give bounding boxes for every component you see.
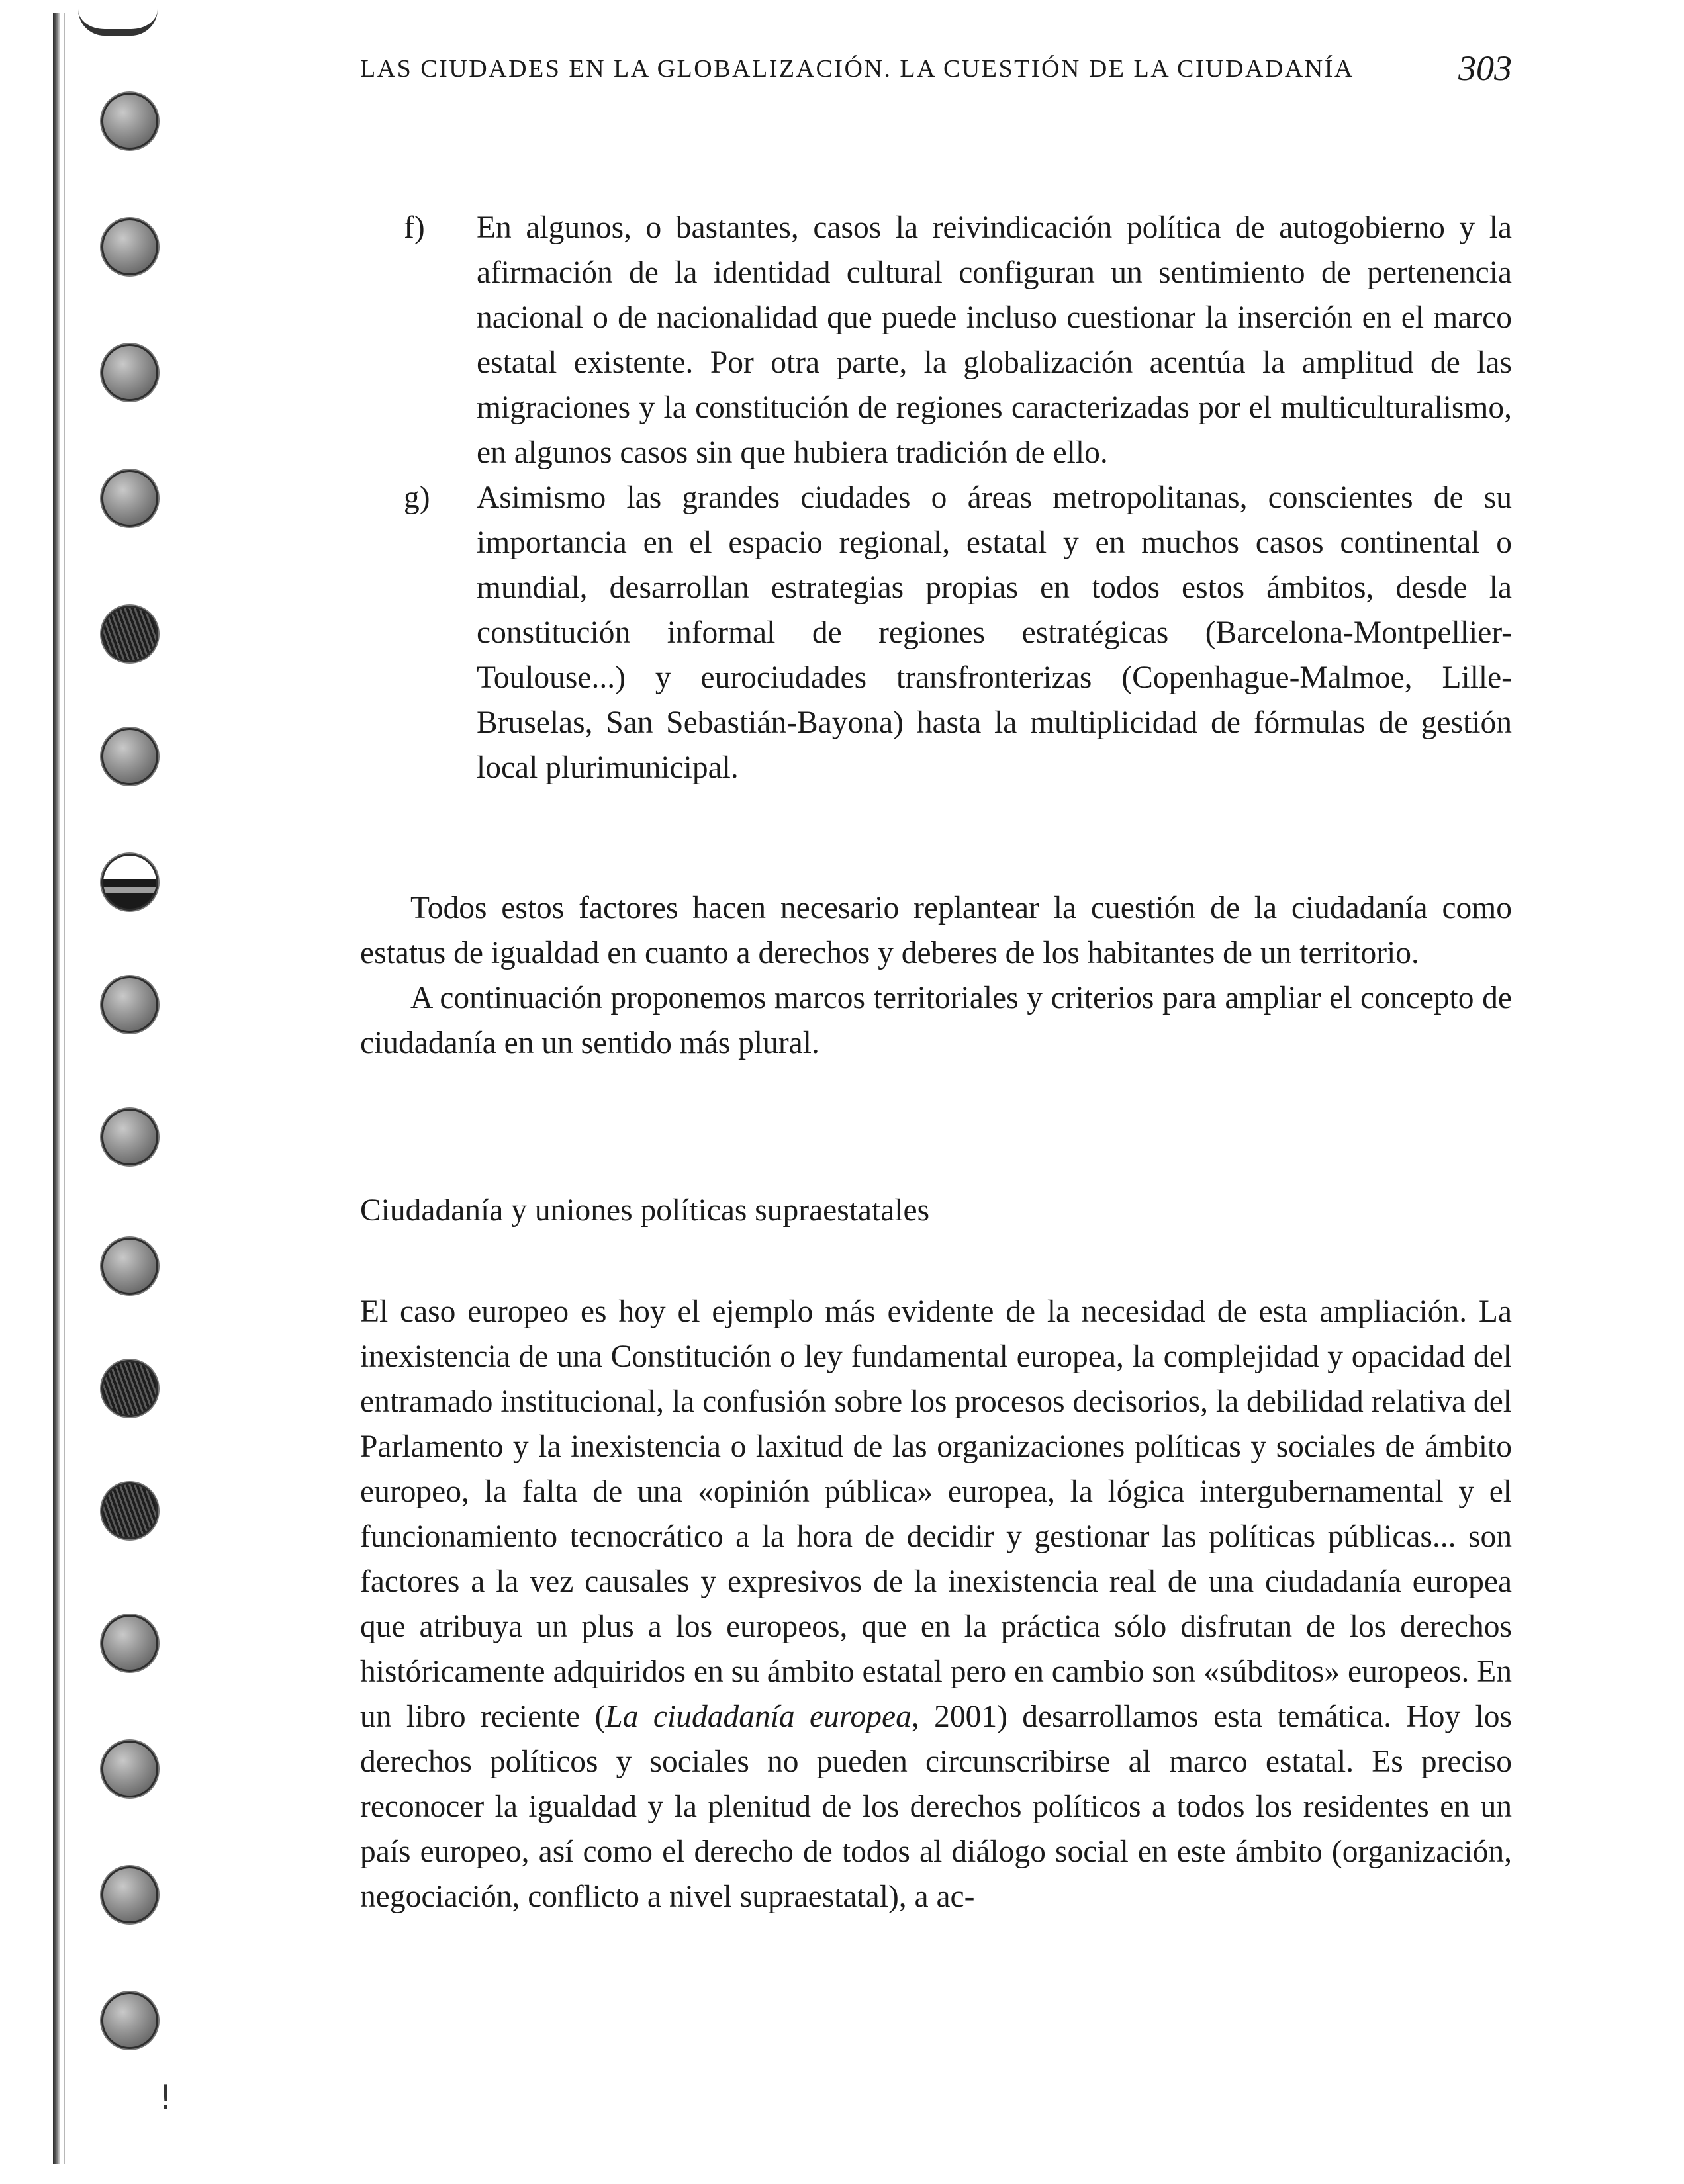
list-item	[360, 205, 1512, 475]
list-item	[360, 475, 1512, 790]
page-number: 303	[1458, 48, 1512, 88]
punch-hole	[101, 344, 158, 401]
section-heading: Ciudadanía y uniones políticas supraestatales	[360, 1193, 930, 1228]
binding-edge-shadow	[64, 13, 65, 2164]
running-header	[360, 48, 1512, 107]
paragraph: A continuación proponemos marcos territoriales y criterios para ampliar el concepto de ciudadanía en un sentido más plural.	[360, 981, 1512, 1060]
enumerated-list	[360, 205, 1512, 790]
list-item-text: Asimismo las grandes ciudades o áreas metropolitanas, conscientes de su importancia en el espacio regional, estatal y en muchos casos continental o mundial, desarrollan estrategias propias en todos estos ámbitos, desde la constitución informal de regiones estratégicas (Barcelona-Montpellier-Toulouse...) y eurociudades transfronterizas (Copenhague-Malmoe, Lille-Bruselas, San Sebastián-Bayona) hasta la multiplicidad de fórmulas de gestión local plurimunicipal.	[477, 480, 1512, 785]
paragraph: Todos estos factores hacen necesario replantear la cuestión de la ciudadanía como estatus de igualdad en cuanto a derechos y deberes de los habitantes de un territorio.	[360, 891, 1512, 970]
punch-hole	[101, 854, 158, 911]
binding-clip-mark	[78, 9, 158, 36]
punch-hole	[101, 218, 158, 275]
punch-hole	[101, 606, 158, 662]
list-item-marker: f)	[404, 210, 425, 245]
paragraph-text: , 2001) desarrollamos esta temática. Hoy los derechos políticos y sociales no pueden circunscribirse al marco estatal. Es preciso reconocer la igualdad y la plenitud de los derechos políticos a todos los residentes en un país europeo, así como el derecho de todos al diálogo social en este ámbito (organización, negociación, conflicto a nivel supraestatal), a ac-	[360, 1700, 1512, 1914]
punch-hole	[101, 1360, 158, 1417]
punch-hole	[101, 1109, 158, 1165]
paragraph-text: El caso europeo es hoy el ejemplo más evidente de la necesidad de esta ampliación. La inexistencia de una Constitución o ley fundamental europea, la complejidad y opacidad del entramado institucional, la confusión sobre los procesos decisorios, la debilidad relativa del Parlamento y la inexistencia o laxitud de las organizaciones políticas y sociales de ámbito europeo, la falta de una «opinión pública» europea, la lógica intergubernamental y el funcionamiento tecnocrático a la hora de decidir y gestionar las políticas públicas... son factores a la vez causales y expresivos de la inexistencia real de una ciudadanía europea que atribuya un plus a los europeos, que en la práctica sólo disfrutan de los derechos históricamente adquiridos en su ámbito estatal pero en cambio son «súbditos» europeos. En un libro reciente (	[360, 1295, 1512, 1734]
punch-hole	[101, 93, 158, 150]
running-header-title: LAS CIUDADES EN LA GLOBALIZACIÓN. LA CUESTIÓN DE LA CIUDADANÍA	[360, 55, 1354, 83]
list-item-text: En algunos, o bastantes, casos la reivindicación política de autogobierno y la afirmación de la identidad cultural configuran un sentimiento de pertenencia nacional o de nacionalidad que puede incluso cuestionar la inserción en el marco estatal existente. Por otra parte, la globalización acentúa la amplitud de las migraciones y la constitución de regiones caracterizadas por el multiculturalismo, en algunos casos sin que hubiera tradición de ello.	[477, 210, 1512, 470]
list-item-marker: g)	[404, 480, 430, 515]
punch-hole	[101, 470, 158, 527]
punch-hole	[101, 1238, 158, 1295]
section-body	[360, 1289, 1512, 1919]
binding-edge	[53, 13, 60, 2164]
punch-hole	[101, 976, 158, 1033]
punch-hole	[101, 1615, 158, 1672]
margin-mark: !	[159, 2078, 173, 2118]
punch-hole	[101, 728, 158, 785]
paragraph-block	[360, 886, 1512, 1066]
punch-hole	[101, 1482, 158, 1539]
punch-hole	[101, 1992, 158, 2049]
book-title: La ciudadanía europea	[605, 1700, 912, 1734]
punch-hole	[101, 1866, 158, 1923]
punch-hole	[101, 1741, 158, 1797]
paragraph	[360, 1289, 1512, 1919]
